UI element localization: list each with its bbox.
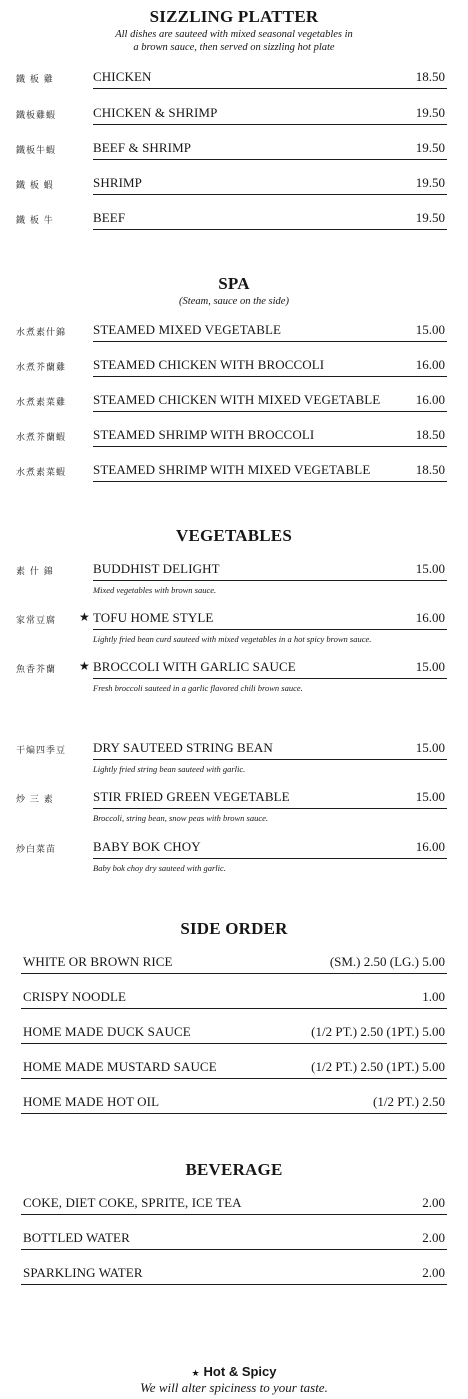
- item-divider: [93, 124, 447, 125]
- item-price: 1.00: [422, 989, 445, 1004]
- item-divider: [93, 580, 447, 581]
- side-order-title: SIDE ORDER: [180, 919, 288, 938]
- sizzling-platter-subtitle-line-1: All dishes are sauteed with mixed seasonal vegetables in: [115, 29, 353, 40]
- item-price: 19.50: [415, 210, 445, 225]
- spa-subtitle: (Steam, sauce on the side): [179, 296, 289, 307]
- sizzling-platter-subtitle-line-2: a brown sauce, then served on sizzling hot plate: [133, 42, 335, 53]
- item-name: STEAMED CHICKEN WITH BROCCOLI: [93, 357, 325, 372]
- item-name: DRY SAUTEED STRING BEAN: [93, 740, 273, 755]
- menu-item-spa-chicken-broccoli: [0, 357, 468, 377]
- item-name: BUDDHIST DELIGHT: [93, 561, 220, 576]
- menu-item-sizzling-shrimp: [0, 175, 468, 195]
- item-name: SPARKLING WATER: [23, 1265, 143, 1280]
- beverage-title: BEVERAGE: [185, 1160, 283, 1179]
- item-name: STEAMED CHICKEN WITH MIXED VEGETABLE: [93, 392, 381, 407]
- item-price: 2.00: [422, 1265, 445, 1280]
- item-divider: [93, 808, 447, 809]
- chinese-name: 鐵板牛蝦: [16, 146, 57, 156]
- item-name: STIR FRIED GREEN VEGETABLE: [93, 789, 290, 804]
- chinese-name: 魚香芥蘭: [16, 665, 57, 675]
- item-description: Fresh broccoli sauteed in a garlic flavored chili brown sauce.: [93, 683, 303, 693]
- menu-item-sizzling-chicken: [0, 69, 468, 89]
- chinese-name: 素 什 錦: [16, 567, 54, 577]
- chinese-name: 水煮素菜蝦: [16, 468, 67, 478]
- item-name: HOME MADE DUCK SAUCE: [23, 1024, 191, 1039]
- menu-item-dry-sauteed-string-bean: [0, 740, 468, 774]
- item-price: 15.00: [415, 561, 445, 576]
- item-divider: [93, 629, 447, 630]
- item-divider: [21, 1284, 447, 1285]
- item-divider: [93, 481, 447, 482]
- item-description: Lightly fried string bean sauteed with garlic.: [93, 764, 246, 774]
- item-name: CHICKEN & SHRIMP: [93, 105, 218, 120]
- item-divider: [21, 1078, 447, 1079]
- item-name: STEAMED MIXED VEGETABLE: [93, 322, 282, 337]
- item-description: Broccoli, string bean, snow peas with brown sauce.: [93, 813, 269, 823]
- chinese-name: 炒 三 素: [16, 795, 54, 805]
- item-price: 18.50: [415, 69, 445, 84]
- item-price: (1/2 PT.) 2.50: [373, 1094, 445, 1109]
- menu-item-spa-shrimp-broccoli: [0, 427, 468, 447]
- item-divider: [21, 1113, 447, 1114]
- item-price: 15.00: [415, 789, 445, 804]
- item-divider: [93, 411, 447, 412]
- vegetables-title: VEGETABLES: [175, 526, 292, 545]
- beverage-item-sparkling-water: [0, 1265, 468, 1285]
- hot-spicy-legend: [0, 1364, 468, 1379]
- chinese-name: 水煮素什錦: [16, 328, 67, 338]
- item-price: 2.00: [422, 1230, 445, 1245]
- item-description: Mixed vegetables with brown sauce.: [93, 585, 217, 595]
- item-price: 18.50: [415, 462, 445, 477]
- item-price: 16.00: [415, 610, 445, 625]
- chinese-name: 鐵 板 雞: [16, 75, 54, 85]
- menu-item-buddhist-delight: [0, 561, 468, 595]
- item-divider: [93, 159, 447, 160]
- menu-item-sizzling-beef-shrimp: [0, 140, 468, 160]
- item-divider: [21, 973, 447, 974]
- item-price: (1/2 PT.) 2.50 (1PT.) 5.00: [311, 1024, 445, 1039]
- item-price: 19.50: [415, 105, 445, 120]
- chinese-name: 炒白菜苗: [16, 845, 57, 855]
- menu-item-stir-fried-green-vegetable: [0, 789, 468, 823]
- sizzling-platter-title: SIZZLING PLATTER: [149, 7, 319, 26]
- item-divider: [93, 678, 447, 679]
- item-divider: [93, 376, 447, 377]
- menu-item-broccoli-garlic-sauce: [0, 659, 468, 693]
- item-divider: [93, 194, 447, 195]
- item-divider: [21, 1008, 447, 1009]
- item-name: STEAMED SHRIMP WITH MIXED VEGETABLE: [93, 462, 371, 477]
- item-name: CRISPY NOODLE: [23, 989, 127, 1004]
- item-price: 18.50: [415, 427, 445, 442]
- item-divider: [21, 1214, 447, 1215]
- side-item-mustard-sauce: [0, 1059, 468, 1079]
- hot-spicy-star-icon: ★: [79, 610, 90, 624]
- item-divider: [21, 1249, 447, 1250]
- item-name: BABY BOK CHOY: [93, 839, 201, 854]
- hot-spicy-star-icon: ★: [191, 1369, 200, 1379]
- item-divider: [93, 88, 447, 89]
- item-name: STEAMED SHRIMP WITH BROCCOLI: [93, 427, 315, 442]
- item-divider: [21, 1043, 447, 1044]
- menu-item-spa-chicken-mixed-vegetable: [0, 392, 468, 412]
- chinese-name: 鐵板雞蝦: [16, 111, 57, 121]
- chinese-name: 干煸四季豆: [16, 746, 67, 756]
- chinese-name: 水煮芥蘭雞: [16, 363, 67, 373]
- item-price: 19.50: [415, 140, 445, 155]
- side-item-hot-oil: [0, 1094, 468, 1114]
- item-name: BOTTLED WATER: [23, 1230, 130, 1245]
- item-name: SHRIMP: [93, 175, 143, 190]
- item-name: COKE, DIET COKE, SPRITE, ICE TEA: [23, 1195, 242, 1210]
- item-price: (1/2 PT.) 2.50 (1PT.) 5.00: [311, 1059, 445, 1074]
- menu-item-baby-bok-choy: [0, 839, 468, 873]
- item-name: HOME MADE HOT OIL: [23, 1094, 160, 1109]
- item-price: 19.50: [415, 175, 445, 190]
- menu-item-sizzling-chicken-shrimp: [0, 105, 468, 125]
- item-price: 15.00: [415, 740, 445, 755]
- item-name: BEEF & SHRIMP: [93, 140, 192, 155]
- spa-title: SPA: [218, 274, 250, 293]
- item-name: TOFU HOME STYLE: [93, 610, 214, 625]
- item-description: Baby bok choy dry sauteed with garlic.: [93, 863, 226, 873]
- hot-spicy-label: Hot & Spicy: [203, 1364, 277, 1379]
- menu-item-spa-shrimp-mixed-vegetable: [0, 462, 468, 482]
- item-divider: [93, 446, 447, 447]
- item-price: 15.00: [415, 659, 445, 674]
- item-description: Lightly fried bean curd sauteed with mixed vegetables in a hot spicy brown sauce.: [93, 634, 372, 644]
- menu-item-spa-mixed-vegetable: [0, 322, 468, 342]
- item-price: (SM.) 2.50 (LG.) 5.00: [329, 954, 445, 969]
- item-divider: [93, 229, 447, 230]
- item-price: 16.00: [415, 839, 445, 854]
- item-price: 16.00: [415, 392, 445, 407]
- side-item-crispy-noodle: [0, 989, 468, 1009]
- chinese-name: 水煮素菜雞: [16, 398, 67, 408]
- menu-item-tofu-home-style: [0, 610, 468, 644]
- spiciness-note: We will alter spiciness to your taste.: [140, 1380, 328, 1395]
- hot-spicy-star-icon: ★: [79, 659, 90, 673]
- item-name: BROCCOLI WITH GARLIC SAUCE: [93, 659, 296, 674]
- item-price: 2.00: [422, 1195, 445, 1210]
- chinese-name: 鐵 板 牛: [16, 216, 54, 226]
- chinese-name: 鐵 板 蝦: [16, 181, 54, 191]
- beverage-item-soda: [0, 1195, 468, 1215]
- item-divider: [93, 858, 447, 859]
- item-name: WHITE OR BROWN RICE: [23, 954, 173, 969]
- side-item-rice: [0, 954, 468, 974]
- item-name: HOME MADE MUSTARD SAUCE: [23, 1059, 217, 1074]
- item-divider: [93, 341, 447, 342]
- item-price: 15.00: [415, 322, 445, 337]
- item-name: BEEF: [93, 210, 126, 225]
- chinese-name: 水煮芥蘭蝦: [16, 433, 67, 443]
- item-price: 16.00: [415, 357, 445, 372]
- item-divider: [93, 759, 447, 760]
- menu-item-sizzling-beef: [0, 210, 468, 230]
- side-item-duck-sauce: [0, 1024, 468, 1044]
- item-name: CHICKEN: [93, 69, 152, 84]
- chinese-name: 家常豆腐: [16, 616, 57, 626]
- beverage-item-bottled-water: [0, 1230, 468, 1250]
